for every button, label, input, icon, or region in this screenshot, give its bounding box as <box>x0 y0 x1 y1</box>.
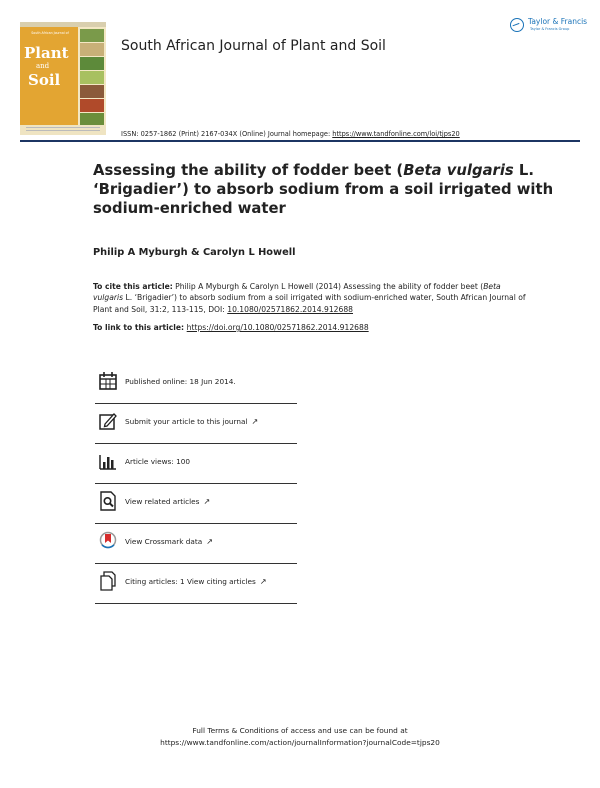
journal-title: South African Journal of Plant and Soil <box>121 38 386 54</box>
publisher-name: Taylor & Francis <box>528 17 588 26</box>
footer-terms: Full Terms & Conditions of access and use can be found at <box>192 726 408 735</box>
article-title: Assessing the ability of fodder beet (Beta vulgaris L. ‘Brigadier’) to absorb sodium from a soil irrigated with sodium-enriched water <box>93 162 554 217</box>
external-link-icon: ↗ <box>259 577 267 586</box>
publisher-logo[interactable] <box>510 15 588 35</box>
external-link-icon: ↗ <box>203 497 211 506</box>
journal-cover <box>20 22 106 135</box>
cover-title-and: and <box>36 62 50 70</box>
journal-homepage-link[interactable]: https://www.tandfonline.com/loi/tjps20 <box>332 130 460 138</box>
citation: To cite this article: Philip A Myburgh & Carolyn L Howell (2014) Assessing the ability of fodder beet (Beta vulgaris L. ‘Brigadier’) to absorb sodium from a soil irrigated with sodium-enriched water, South African Journal of Plant and Soil, 31:2, 113-115, DOI: 10.1080/02571862.2014.912688 <box>93 282 526 314</box>
citing-icon <box>99 571 117 591</box>
cover-photos <box>80 29 104 127</box>
doi-link[interactable]: 10.1080/02571862.2014.912688 <box>227 304 353 314</box>
cover-title-soil: Soil <box>28 71 61 89</box>
publisher-sub: Taylor & Francis Group <box>530 27 570 31</box>
crossmark-label[interactable]: View Crossmark data <box>125 537 203 546</box>
issn-text: ISSN: 0257-1862 (Print) 2167-034X (Online) Journal homepage: <box>121 130 333 138</box>
citing-articles-label[interactable]: Citing articles: 1 View citing articles <box>125 577 256 586</box>
calendar-icon <box>99 371 117 391</box>
article-views-row <box>95 443 297 484</box>
article-doi-link[interactable]: https://doi.org/10.1080/02571862.2014.912688 <box>186 323 369 332</box>
authors: Philip A Myburgh & Carolyn L Howell <box>93 247 296 258</box>
link-label: To link to this article: <box>93 323 187 332</box>
citing-articles-row[interactable] <box>95 563 297 604</box>
published-online-label: Published online: 18 Jun 2014. <box>125 377 236 386</box>
issn-line <box>121 130 460 138</box>
publisher-logo-icon <box>510 18 524 32</box>
footer <box>0 725 600 749</box>
submit-article-row[interactable] <box>95 403 297 444</box>
footer-terms-link[interactable]: https://www.tandfonline.com/action/journalInformation?journalCode=tjps20 <box>160 738 440 747</box>
header-divider <box>20 140 580 142</box>
citation-label: To cite this article: <box>93 282 173 291</box>
related-search-icon <box>99 491 117 511</box>
bar-chart-icon <box>99 451 117 471</box>
related-articles-row[interactable] <box>95 483 297 524</box>
related-articles-label[interactable]: View related articles <box>125 497 200 506</box>
edit-icon <box>99 411 117 431</box>
crossmark-icon <box>99 531 117 551</box>
cover-title-plant: Plant <box>24 44 69 62</box>
external-link-icon: ↗ <box>251 417 259 426</box>
submit-article-label[interactable]: Submit your article to this journal <box>125 417 248 426</box>
crossmark-row[interactable] <box>95 523 297 564</box>
article-views-label: Article views: 100 <box>125 457 191 466</box>
published-online-row <box>95 363 297 404</box>
external-link-icon: ↗ <box>206 537 213 546</box>
article-link-line <box>93 323 369 332</box>
cover-title-top: South African Journal of <box>31 31 69 35</box>
